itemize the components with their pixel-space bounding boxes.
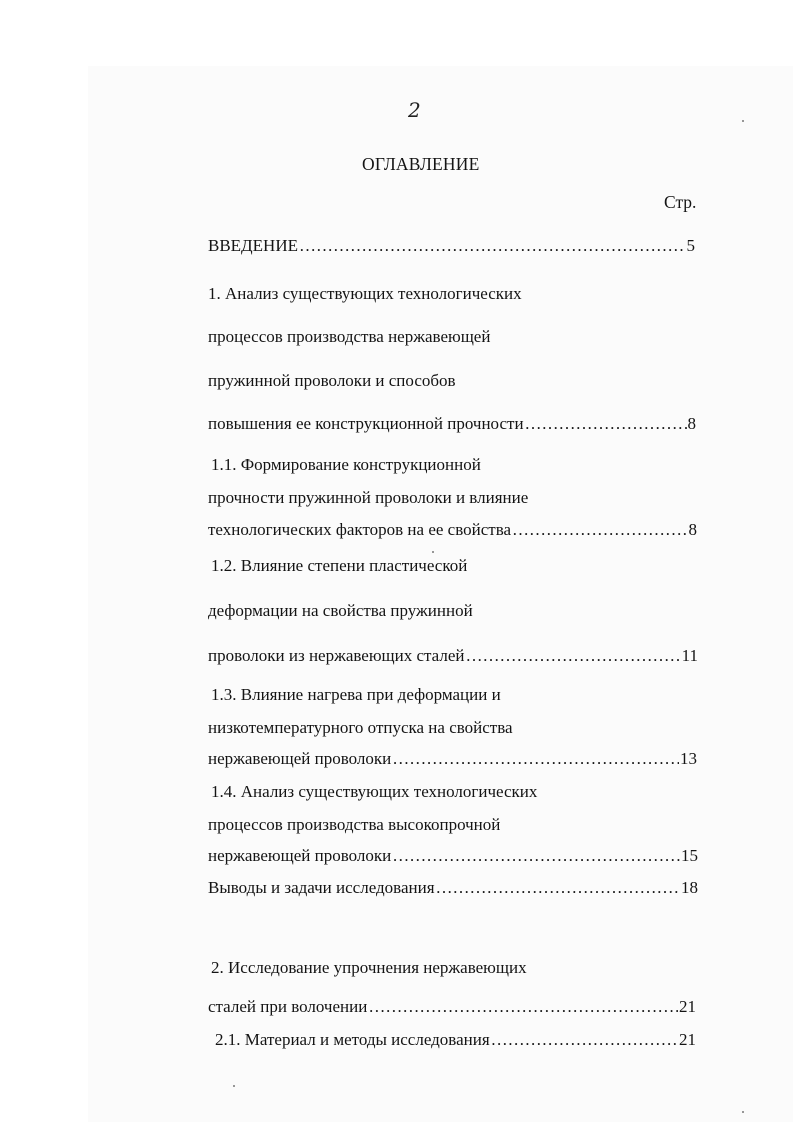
toc-entry-intro	[208, 236, 695, 256]
leader-dots	[466, 646, 681, 666]
toc-line: 1.1. Формирование конструкционной	[211, 455, 481, 474]
toc-line: деформации на свойства пружинной	[208, 601, 473, 620]
toc-line: прочности пружинной проволоки и влияние	[208, 488, 529, 507]
toc-entry-page: 21	[679, 997, 696, 1016]
toc-line: 1.4. Анализ существующих технологических	[211, 782, 538, 801]
toc-entry-text: повышения ее конструкционной прочности	[208, 414, 524, 433]
toc-entry-text: ВВЕДЕНИЕ	[208, 236, 298, 255]
toc-line: низкотемпературного отпуска на свойства	[208, 718, 513, 737]
toc-entry-page: 11	[681, 646, 698, 665]
leader-dots	[491, 1030, 678, 1050]
toc-line: 2. Исследование упрочнения нержавеющих	[211, 958, 527, 977]
toc-line: пружинной проволоки и способов	[208, 371, 456, 390]
toc-line: процессов производства нержавеющей	[208, 327, 491, 346]
toc-entry-text: нержавеющей проволоки	[208, 846, 392, 865]
toc-entry-page: 8	[688, 520, 697, 539]
leader-dots	[368, 997, 678, 1017]
page-title: ОГЛАВЛЕНИЕ	[362, 154, 480, 174]
toc-entry-section-1-4	[208, 846, 698, 866]
scan-speck	[432, 551, 434, 553]
toc-entry-section-1	[208, 414, 696, 434]
scan-speck	[742, 120, 744, 122]
toc-entry-section-2	[208, 997, 696, 1017]
toc-entry-page: 18	[681, 878, 698, 897]
toc-entry-page: 5	[686, 236, 695, 255]
toc-line: 1.3. Влияние нагрева при деформации и	[211, 685, 501, 704]
page-number: 2	[408, 98, 421, 122]
toc-line: 1.2. Влияние степени пластической	[211, 556, 468, 575]
toc-entry-text: Выводы и задачи исследования	[208, 878, 435, 897]
toc-line: процессов производства высокопрочной	[208, 815, 501, 834]
toc-entry-section-1-3	[208, 749, 697, 769]
toc-entry-section-1-1	[208, 520, 697, 540]
toc-entry-conclusions	[208, 878, 698, 898]
toc-entry-text: проволоки из нержавеющих сталей	[208, 646, 465, 665]
toc-entry-text: технологических факторов на ее свойства	[208, 520, 512, 539]
scan-speck	[742, 1111, 744, 1113]
toc-entry-page: 13	[680, 749, 697, 768]
leader-dots	[512, 520, 687, 540]
leader-dots	[299, 236, 686, 256]
page-column-label: Стр.	[664, 192, 697, 212]
toc-entry-section-2-1	[215, 1030, 696, 1050]
toc-entry-page: 8	[687, 414, 696, 433]
toc-entry-text: нержавеющей проволоки	[208, 749, 392, 768]
leader-dots	[392, 846, 680, 866]
leader-dots	[436, 878, 680, 898]
toc-entry-page: 15	[681, 846, 698, 865]
leader-dots	[392, 749, 679, 769]
toc-line: 1. Анализ существующих технологических	[208, 284, 522, 303]
toc-entry-page: 21	[679, 1030, 696, 1049]
scan-speck	[233, 1085, 235, 1087]
toc-entry-text: 2.1. Материал и методы исследования	[215, 1030, 490, 1049]
leader-dots	[525, 414, 687, 434]
toc-entry-section-1-2	[208, 646, 698, 666]
toc-entry-text: сталей при волочении	[208, 997, 368, 1016]
